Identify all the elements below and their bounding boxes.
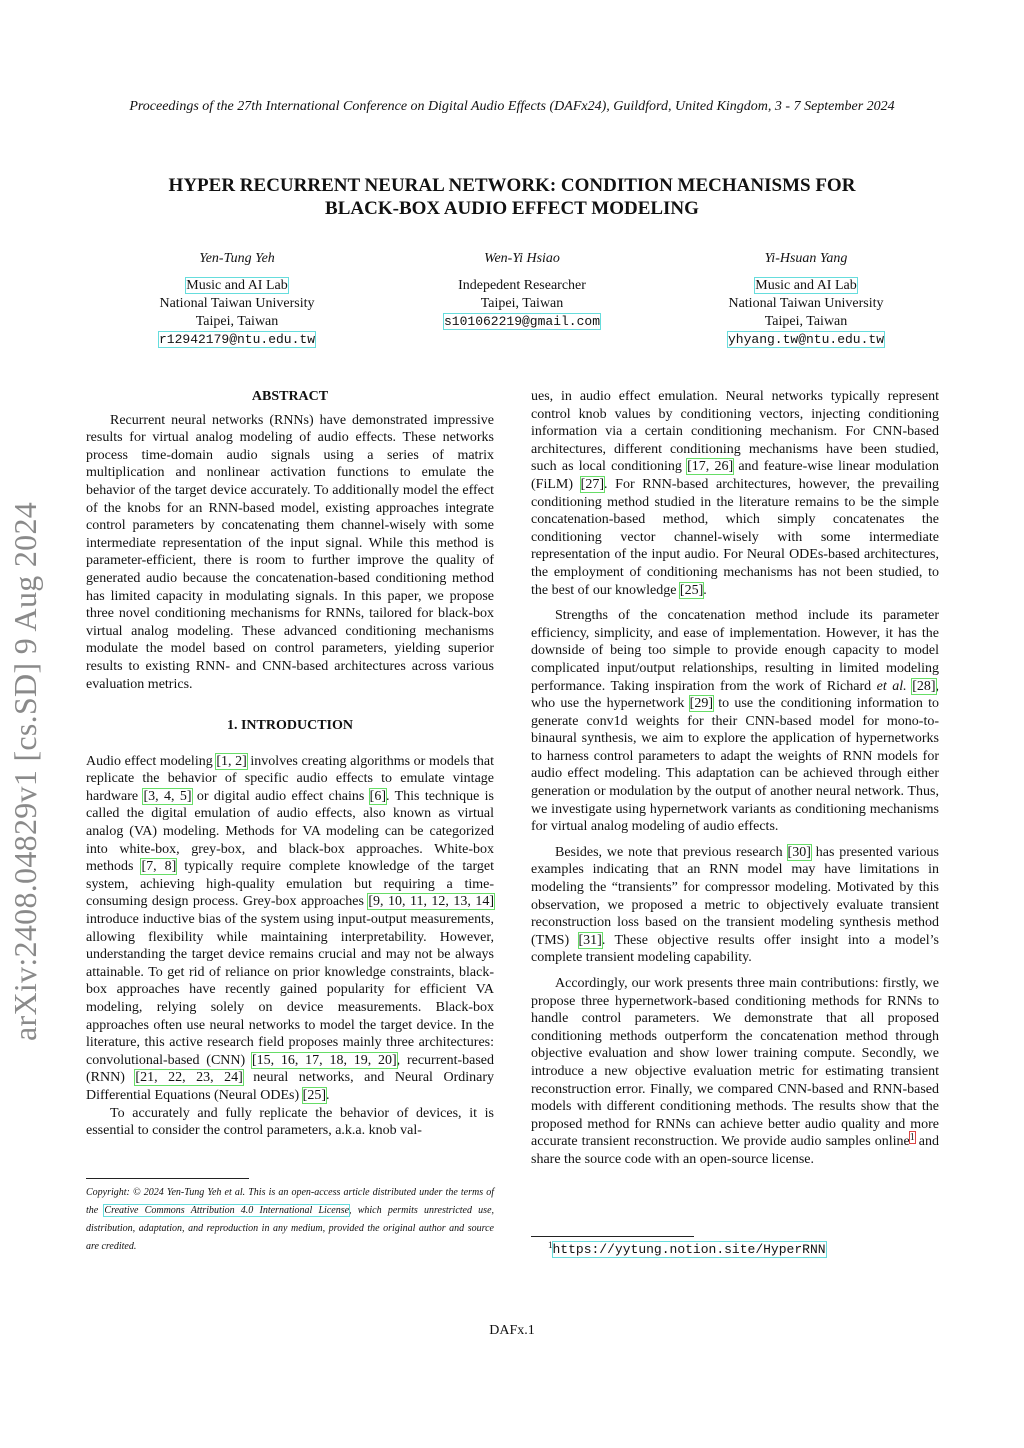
citation-link[interactable]: [30]	[787, 844, 811, 860]
author-name: Wen-Yi Hsiao	[484, 251, 560, 266]
title-line-1: HYPER RECURRENT NEURAL NETWORK: CONDITION MECHANISMS FOR	[168, 175, 856, 196]
author-lab-link[interactable]: Music and AI Lab	[186, 278, 288, 293]
citation-link[interactable]: [6]	[369, 788, 386, 804]
citation-link[interactable]: [31]	[578, 932, 602, 948]
author-name: Yen-Tung Yeh	[199, 251, 275, 266]
author-name: Yi-Hsuan Yang	[764, 251, 848, 266]
author-email-link[interactable]: s101062219@gmail.com	[443, 314, 601, 329]
author-email-link[interactable]: yhyang.tw@ntu.edu.tw	[727, 332, 885, 347]
citation-link[interactable]: [28]	[912, 678, 936, 694]
author-affiliation: Indepedent Researcher	[458, 278, 586, 293]
citation-link[interactable]: [25]	[679, 582, 704, 598]
citation-link[interactable]: [7, 8]	[141, 859, 177, 875]
footnote-rule	[86, 1178, 249, 1179]
citation-link[interactable]: [17, 26]	[687, 459, 734, 475]
author-affiliation: National Taiwan University	[159, 296, 315, 311]
page-number: DAFx.1	[489, 1323, 535, 1338]
copyright-notice: Copyright: © 2024 Yen-Tung Yeh et al. This is an open-access article distributed under the terms of the Creative Commons Attribution 4.0 International License, which permits unrestricted use, distribution, adaptation, and reproduction in any medium, provided the original author and source are credited.	[86, 1187, 495, 1252]
right-paragraph-2: Strengths of the concatenation method include its parameter efficiency, simplicity, and ease of implementation. However, it has the downside of being too simple to provide enough capacity to model complicated input/output relationships, resulting in limited modeling performance. Taking inspiration from the work of Richard et al. [28], who use the hypernetwork [29] to use the conditioning information to generate conv1d weights for their CNN-based model for mono-to-binaural synthesis, we aim to explore the application of hypernetworks to harness control parameters to adapt the weights of RNN models for audio effect modeling. This adaptation can be achieved through either generation or modulation by the output of another neural network. Thus, we investigate using hypernetwork variants as conditioning mechanisms for virtual analog modeling of audio effects.	[531, 608, 940, 835]
author-location: Taipei, Taiwan	[480, 296, 564, 311]
citation-link[interactable]: [9, 10, 11, 12, 13, 14]	[368, 894, 494, 910]
right-paragraph-4: Accordingly, our work presents three main contributions: firstly, we propose three hypernetwork-based conditioning methods for RNNs to handle control parameters. We demonstrate that all proposed conditioning methods outperform the concatenation method through objective evaluation and show lower training compute. Secondly, we introduce a new objective evaluation metric for estimating transient reconstruction error. Finally, we compared CNN-based and RNN-based models with different conditioning methods. The results show that the proposed method for RNNs can achieve better audio quality and more accurate transient reconstruction. We provide audio samples online$^1$ and share the source code with an open-source license.	[531, 976, 939, 1167]
author-3	[686, 250, 926, 349]
citation-link[interactable]: [3, 4, 5]	[143, 788, 192, 804]
abstract-text: Recurrent neural networks (RNNs) have demonstrated impressive results for virtual analog modeling of audio effects. These networks process time-domain audio signals using a series of matrix multiplication and nonlinear activation functions to emulate the behavior of the target device accurately. To additionally model the effect of the knobs for an RNN-based model, existing approaches integrate control parameters by concatenating them channel-wisely with some intermediate representation of the input signal. While this method is parameter-efficient, there is room to further improve the quality of generated audio because the concatenation-based conditioning method has limited capacity in modulating signals. In this paper, we propose three novel conditioning mechanisms for RNNs, tailored for black-box virtual analog modeling. These advanced conditioning mechanisms modulate the model based on control parameters, yielding superior results to existing RNN- and CNN-based architectures across various evaluation metrics.	[86, 412, 494, 692]
footnote-1: $^1$https://yytung.notion.site/HyperRNN	[548, 1240, 826, 1258]
author-2	[402, 250, 642, 331]
intro-paragraph-1: Audio effect modeling [1, 2] involves creating algorithms or models that replicate the behavior of specific audio effects to emulate vintage hardware [3, 4, 5] or digital audio effect chains [6]. This technique is called the digital emulation of audio effects, also known as virtual analog (VA) modeling. Methods for VA modeling can be categorized into white-box, grey-box, and black-box approaches. White-box methods [7, 8] typically require complete knowledge of the target system, achieving high-quality emulation but requiring a time-consuming design process. Grey-box approaches [9, 10, 11, 12, 13, 14] introduce inductive bias of the system using input-output measurements, allowing flexibility while maintaining interpretability. However, understanding the target device remains crucial and may not be always attainable. To get rid of reliance on prior knowledge constraints, black-box approaches have recently gained popularity for efficient VA modeling, relying solely on device measurements. Black-box approaches often use neural networks to model the target device. In the literature, this active research field proposes mainly three architectures: convolutional-based (CNN) [15, 16, 17, 18, 19, 20], recurrent-based (RNN) [21, 22, 23, 24] neural networks, and Neural Ordinary Differential Equations (Neural ODEs) [25].	[86, 753, 495, 1103]
proceedings-header: Proceedings of the 27th International Conference on Digital Audio Effects (DAFx24), Guildford, United Kingdom, 3 - 7 September 2024	[129, 99, 895, 114]
right-paragraph-3: Besides, we note that previous research [30] has presented various examples indicating that an RNN model may have limitations in modeling the “transients” for compressor modeling. Motivated by this observation, we proposed a metric to objectively evaluate transient reconstruction loss based on the transient modeling synthesis method (TMS) [31]. These objective results offer insight into a model’s complete transient modeling capability.	[531, 844, 939, 966]
author-1	[117, 250, 357, 349]
citation-link[interactable]: [29]	[689, 696, 713, 712]
license-link[interactable]: Creative Commons Attribution 4.0 International License	[104, 1205, 350, 1216]
author-lab-link[interactable]: Music and AI Lab	[755, 278, 857, 293]
intro-heading: 1. INTRODUCTION	[226, 718, 353, 734]
abstract-heading: ABSTRACT	[251, 389, 329, 404]
right-column	[531, 388, 939, 1169]
paper-title	[0, 174, 1024, 220]
author-location: Taipei, Taiwan	[764, 314, 848, 329]
footnote-marker[interactable]: 1	[909, 1131, 915, 1143]
author-affiliation: National Taiwan University	[728, 296, 884, 311]
title-line-2: BLACK-BOX AUDIO EFFECT MODELING	[325, 198, 699, 219]
author-location: Taipei, Taiwan	[195, 314, 279, 329]
citation-link[interactable]: [27]	[580, 476, 604, 492]
left-column	[86, 388, 494, 1140]
footnote-url-link[interactable]: https://yytung.notion.site/HyperRNN	[552, 1242, 826, 1258]
citation-link[interactable]: [25]	[302, 1087, 326, 1103]
arxiv-stamp: arXiv:2408.04829v1 [cs.SD] 9 Aug 2024	[7, 501, 43, 1041]
citation-link[interactable]: [21, 22, 23, 24]	[135, 1070, 243, 1086]
intro-paragraph-2: To accurately and fully replicate the behavior of devices, it is essential to consider the control parameters, a.k.a. knob val-	[86, 1105, 494, 1139]
footnote-rule	[531, 1236, 694, 1237]
author-email-link[interactable]: r12942179@ntu.edu.tw	[158, 332, 316, 347]
citation-link[interactable]: [15, 16, 17, 18, 19, 20]	[251, 1052, 397, 1068]
citation-link[interactable]: [1, 2]	[216, 753, 247, 769]
right-paragraph-1: ues, in audio effect emulation. Neural networks typically represent control knob values by conditioning vectors, injecting conditioning information via a certain conditioning mechanism. For CNN-based architectures, different conditioning mechanisms have been studied, such as local conditioning [17, 26] and feature-wise linear modulation (FiLM) [27]. For RNN-based architectures, however, the prevailing conditioning method studied in the literature remains to be the simple concatenation-based method, which simply concatenates the conditioning vector channel-wisely with some intermediate representation of the input audio. For Neural ODEs-based architectures, the employment of conditioning mechanisms has not been studied, to the best of our knowledge [25].	[531, 389, 940, 598]
